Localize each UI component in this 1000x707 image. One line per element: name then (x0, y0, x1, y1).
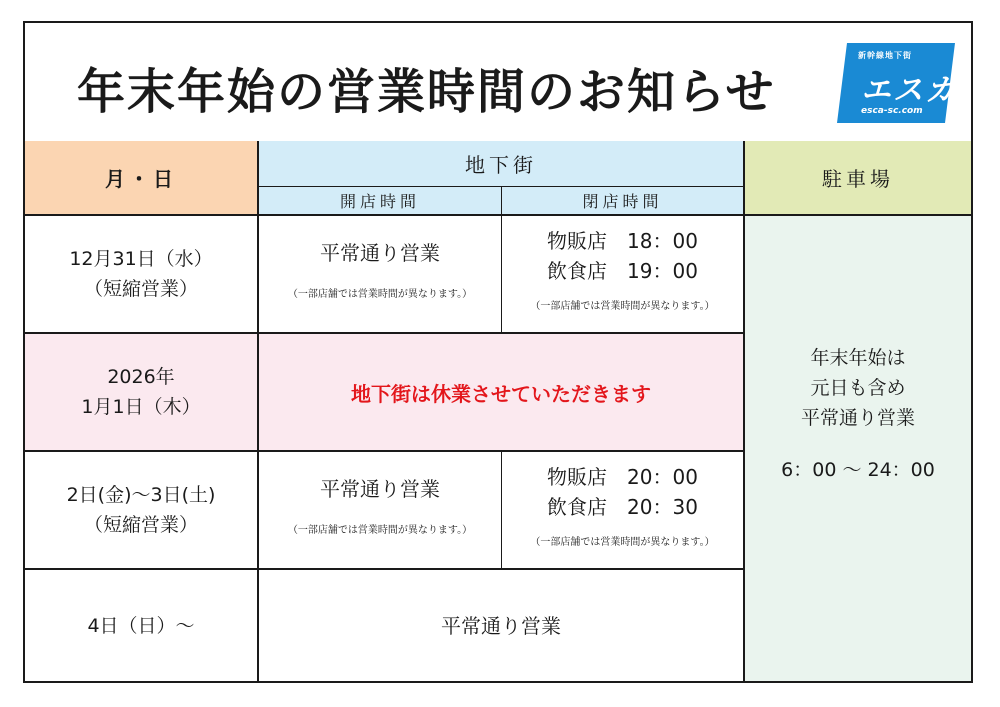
header-open-time (259, 187, 502, 216)
title-area (25, 23, 971, 143)
row-jan1-closed-text: 地下街は休業させていただきます (351, 381, 651, 406)
row-jan2-3-close (502, 452, 745, 570)
parking-line2: 元日も含め (810, 376, 906, 399)
parking-info (745, 216, 971, 681)
parking-hours: 6：00 ～ 24：00 (781, 458, 935, 481)
row-dec31-date-line1: 12月31日（水） (69, 248, 213, 270)
row-jan2-3-date-line2: （短縮営業） (83, 514, 198, 536)
row-dec31-date-line2: （短縮営業） (83, 278, 198, 300)
row-dec31-open (259, 216, 502, 334)
header-close-time-label: 閉店時間 (582, 192, 663, 211)
logo-url-text: esca-sc.com (861, 106, 923, 116)
header-parking-label: 駐車場 (822, 167, 894, 191)
row-dec31-open-note: （一部店舗では営業時間が異なります。） (287, 289, 473, 300)
row-jan2-3-close-line1: 物販店 20：00 (547, 465, 698, 489)
row-jan1-date-line1: 2026年 (107, 366, 175, 388)
page-title: 年末年始の営業時間のお知らせ (77, 64, 776, 120)
row-jan2-3-open-note: （一部店舗では営業時間が異なります。） (287, 525, 473, 536)
row-jan2-3-close-line2: 飲食店 20：30 (547, 495, 698, 519)
row-jan4-date (25, 570, 259, 681)
header-underground-label: 地下街 (465, 153, 537, 177)
row-dec31-close-line2: 飲食店 19：00 (547, 259, 698, 283)
parking-line3: 平常通り営業 (800, 406, 915, 429)
row-dec31-date (25, 216, 259, 334)
row-jan1-closed (259, 334, 745, 452)
row-jan2-3-close-note: （一部店舗では営業時間が異なります。） (530, 537, 715, 548)
row-dec31-open-main: 平常通り営業 (320, 241, 440, 265)
row-jan1-date-line2: 1月1日（木） (81, 396, 201, 418)
notice-frame (23, 21, 973, 683)
header-date (25, 141, 259, 216)
row-dec31-close (502, 216, 745, 334)
logo-small-text: 新幹線地下街 (858, 51, 912, 60)
parking-line1: 年末年始は (810, 346, 906, 369)
logo-main-text: エスカ (861, 73, 957, 108)
row-jan2-3-open-main: 平常通り営業 (320, 477, 440, 501)
row-jan1-date (25, 334, 259, 452)
header-open-time-label: 開店時間 (339, 192, 420, 211)
row-dec31-close-line1: 物販店 18：00 (547, 229, 698, 253)
row-jan2-3-open (259, 452, 502, 570)
row-dec31-close-note: （一部店舗では営業時間が異なります。） (530, 301, 715, 312)
row-jan2-3-date-line1: 2日(金)～3日(土) (66, 484, 216, 506)
row-jan4-date-line1: 4日（日）～ (87, 614, 195, 637)
row-jan4-main (259, 570, 745, 681)
header-parking (745, 141, 971, 216)
header-close-time (502, 187, 745, 216)
row-jan4-main-text: 平常通り営業 (441, 613, 561, 638)
header-date-label: 月・日 (105, 167, 177, 191)
header-underground (259, 141, 745, 187)
row-jan2-3-date (25, 452, 259, 570)
